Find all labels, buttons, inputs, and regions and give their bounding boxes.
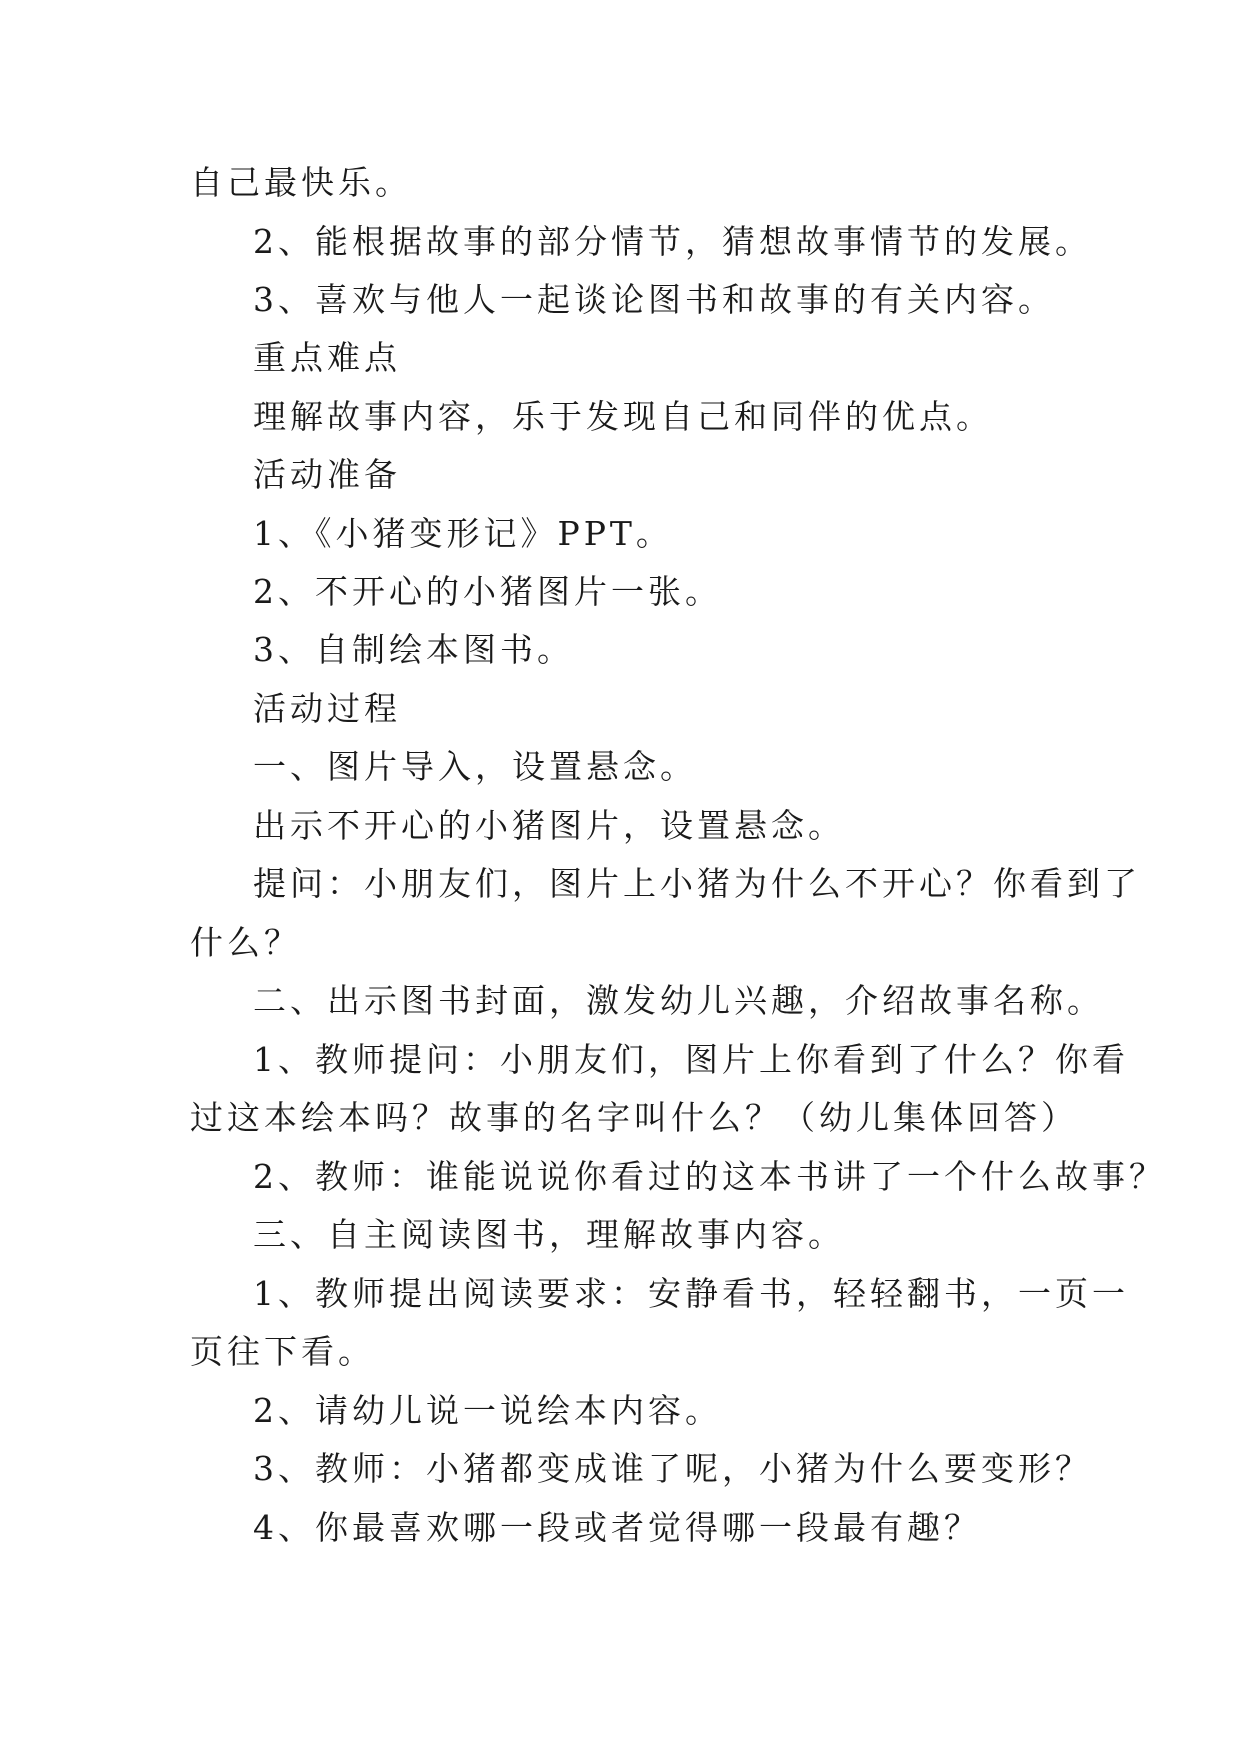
preparation-item-1: 1、《小猪变形记》PPT。 bbox=[253, 514, 673, 553]
text-line: 页往下看。 bbox=[190, 1332, 375, 1371]
text-line: 3、教师：小猪都变成谁了呢，小猪为什么要变形？ bbox=[253, 1449, 1092, 1488]
preparation-item-2: 2、不开心的小猪图片一张。 bbox=[253, 572, 722, 611]
text-line: 4、你最喜欢哪一段或者觉得哪一段最有趣？ bbox=[253, 1508, 981, 1547]
text-line: 提问：小朋友们，图片上小猪为什么不开心？你看到了 bbox=[253, 864, 1141, 903]
text-line: 自己最快乐。 bbox=[190, 163, 412, 202]
step-heading-2: 二、出示图书封面，激发幼儿兴趣，介绍故事名称。 bbox=[253, 981, 1104, 1020]
text-line: 什么？ bbox=[190, 923, 301, 962]
section-heading-process: 活动过程 bbox=[253, 689, 401, 728]
text-line: 2、请幼儿说一说绘本内容。 bbox=[253, 1391, 722, 1430]
text-line: 2、教师：谁能说说你看过的这本书讲了一个什么故事？ bbox=[253, 1157, 1166, 1196]
objective-2: 2、能根据故事的部分情节，猜想故事情节的发展。 bbox=[253, 222, 1092, 261]
text-line: 出示不开心的小猪图片，设置悬念。 bbox=[253, 806, 845, 845]
step-heading-3: 三、自主阅读图书，理解故事内容。 bbox=[253, 1215, 845, 1254]
objective-3: 3、喜欢与他人一起谈论图书和故事的有关内容。 bbox=[253, 280, 1055, 319]
section-heading-preparation: 活动准备 bbox=[253, 455, 401, 494]
step-heading-1: 一、图片导入，设置悬念。 bbox=[253, 747, 697, 786]
text-line: 理解故事内容，乐于发现自己和同伴的优点。 bbox=[253, 397, 993, 436]
text-line: 1、教师提出阅读要求：安静看书，轻轻翻书，一页一 bbox=[253, 1274, 1129, 1313]
section-heading-key-points: 重点难点 bbox=[253, 338, 401, 377]
preparation-item-3: 3、自制绘本图书。 bbox=[253, 630, 574, 669]
text-line: 1、教师提问：小朋友们，图片上你看到了什么？你看 bbox=[253, 1040, 1129, 1079]
text-line: 过这本绘本吗？故事的名字叫什么？（幼儿集体回答） bbox=[190, 1098, 1078, 1137]
